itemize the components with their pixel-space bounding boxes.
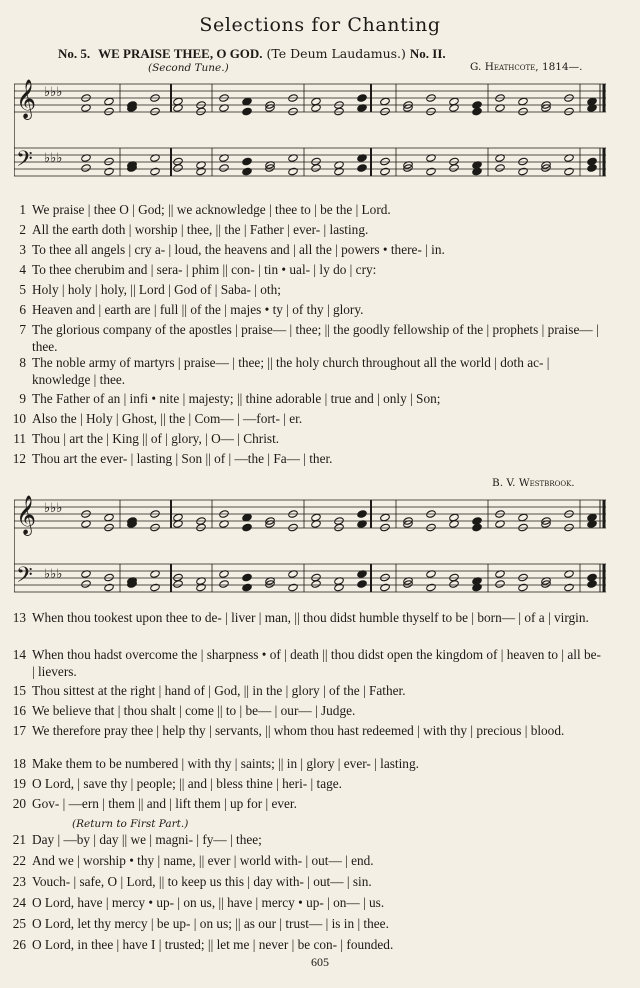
verse-number: 26: [12, 937, 26, 952]
note-head: [472, 107, 483, 116]
note-head: [196, 583, 207, 592]
verse-number: 18: [12, 756, 26, 771]
note-head: [518, 107, 529, 116]
note-head: [357, 94, 368, 103]
page-number: 605: [311, 955, 329, 969]
note-head: [242, 167, 253, 176]
svg-text:♭♭♭: ♭♭♭: [44, 501, 63, 516]
verse-number: 11: [13, 431, 26, 446]
verse-text: O Lord, in thee | have I | trusted; || let me | never | be con- | founded.: [32, 937, 394, 952]
verse-text: When thou tookest upon thee to de- | liver | man, || thou didst humble thyself to be | born— | of a | virgin.: [32, 610, 589, 625]
verse-text: When thou hadst overcome the | sharpness • of | death || thou didst open the kingdom of | heaven to | all be- | lievers.: [32, 647, 601, 679]
note-head: [196, 107, 207, 116]
note-head: [380, 97, 391, 106]
verse-number: 14: [12, 647, 26, 662]
page-title: Selections for Chanting: [199, 14, 441, 36]
note-head: [495, 580, 506, 589]
note-head: [242, 523, 253, 532]
svg-text:𝄞: 𝄞: [16, 79, 37, 119]
verse-number: 17: [12, 723, 26, 738]
music-system-1: [14, 76, 606, 196]
note-head: [449, 580, 460, 589]
note-head: [357, 580, 368, 589]
svg-text:𝄢: 𝄢: [16, 563, 33, 593]
note-head: [518, 157, 529, 166]
note-head: [242, 573, 253, 582]
verse-number: 2: [19, 222, 26, 237]
verse-number: 7: [19, 322, 26, 337]
verse-text: Gov- | —ern | them || and | lift them | up for | ever.: [32, 796, 297, 811]
staff-notation-1: [14, 76, 606, 196]
hymn-heading: [58, 46, 606, 62]
verse-text: Thou sittest at the right | hand of | God, || in the | glory | of the | Father.: [32, 683, 406, 698]
note-head: [219, 580, 230, 589]
note-head: [518, 513, 529, 522]
note-head: [587, 580, 598, 589]
note-head: [564, 583, 575, 592]
note-head: [380, 523, 391, 532]
note-head: [426, 167, 437, 176]
verse-text: Also the | Holy | Ghost, || the | Com— | —fort- | er.: [32, 411, 303, 426]
verse-number: 1: [19, 202, 26, 217]
verse-number: 15: [12, 683, 26, 698]
hymn-title: WE PRAISE THEE, O GOD.: [98, 46, 263, 61]
verse-number: 21: [12, 832, 26, 847]
note-head: [311, 580, 322, 589]
note-head: [426, 523, 437, 532]
note-head: [426, 107, 437, 116]
note-head: [564, 167, 575, 176]
verse-text: To thee cherubim and | sera- | phim || con- | tin • ual- | ly do | cry:: [32, 262, 377, 277]
verse-text: Vouch- | safe, O | Lord, || to keep us this | day with- | out— | sin.: [32, 874, 372, 889]
verse-text: Heaven and | earth are | full || of the | majes • ty | of thy | glory.: [32, 302, 364, 317]
verse-number: 23: [12, 874, 26, 889]
composer-westbrook: B. V. Westbrook.: [492, 477, 575, 489]
verse-text: The glorious company of the apostles | praise— | thee; || the goodly fellowship of the | prophets | praise— | thee.: [32, 322, 599, 354]
tune-note: (Second Tune.): [148, 62, 229, 74]
hymn-part: No. II.: [409, 46, 446, 61]
verse-number: 16: [12, 703, 26, 718]
note-head: [242, 583, 253, 592]
note-head: [288, 523, 299, 532]
note-head: [311, 164, 322, 173]
verse-text: O Lord, have | mercy • up- | on us, || have | mercy • up- | on— | us.: [32, 895, 385, 910]
note-head: [104, 107, 115, 116]
note-head: [173, 164, 184, 173]
note-head: [495, 164, 506, 173]
verse-text: We believe that | thou shalt | come || to | be— | our— | Judge.: [32, 703, 356, 718]
svg-text:♭♭♭: ♭♭♭: [44, 85, 63, 100]
note-head: [380, 107, 391, 116]
note-head: [288, 583, 299, 592]
verse-number: 4: [19, 262, 26, 277]
verse-text: Holy | holy | holy, || Lord | God of | Saba- | oth;: [32, 282, 281, 297]
hymn-number: No. 5.: [58, 46, 91, 61]
note-head: [380, 583, 391, 592]
verse-text: And we | worship • thy | name, || ever | world with- | out— | end.: [32, 853, 374, 868]
note-head: [334, 167, 345, 176]
staff-notation-2: [14, 490, 606, 608]
note-head: [173, 580, 184, 589]
note-head: [81, 580, 92, 589]
verse-number: 12: [12, 451, 26, 466]
note-head: [196, 523, 207, 532]
verse-number: 3: [19, 242, 26, 257]
note-head: [518, 573, 529, 582]
note-head: [104, 583, 115, 592]
note-head: [472, 583, 483, 592]
verse-text: The noble army of martyrs | praise— | thee; || the holy church throughout all the world | doth ac- | knowledge | thee.: [32, 355, 550, 387]
verse-number: 24: [12, 895, 26, 910]
note-head: [150, 167, 161, 176]
note-head: [564, 107, 575, 116]
note-head: [242, 97, 253, 106]
verse-number: 19: [12, 776, 26, 791]
svg-text:♭♭♭: ♭♭♭: [44, 151, 63, 166]
hymn-latin: (Te Deum Laudamus.): [266, 46, 406, 61]
verse-text: Thou | art the | King || of | glory, | O— | Christ.: [32, 431, 280, 446]
note-head: [380, 573, 391, 582]
verse-text: We therefore pray thee | help thy | servants, || whom thou hast redeemed | with thy | precious | blood.: [32, 723, 565, 738]
verse-number: 22: [12, 853, 26, 868]
note-head: [449, 164, 460, 173]
note-head: [81, 164, 92, 173]
verse-number: 20: [12, 796, 26, 811]
svg-text:♭♭♭: ♭♭♭: [44, 567, 63, 582]
svg-text:𝄞: 𝄞: [16, 495, 37, 535]
note-head: [472, 523, 483, 532]
note-head: [334, 523, 345, 532]
note-head: [150, 583, 161, 592]
note-head: [104, 523, 115, 532]
note-head: [334, 107, 345, 116]
verse-text: We praise | thee O | God; || we acknowledge | thee to | be the | Lord.: [32, 202, 391, 217]
note-head: [357, 510, 368, 519]
note-head: [288, 107, 299, 116]
note-head: [426, 583, 437, 592]
verse-text: To thee all angels | cry a- | loud, the heavens and | all the | powers • there- | in.: [32, 242, 445, 257]
note-head: [380, 167, 391, 176]
note-head: [196, 167, 207, 176]
note-head: [472, 167, 483, 176]
verse-text: Thou art the ever- | lasting | Son || of | —the | Fa— | ther.: [32, 451, 333, 466]
verse-number: 9: [19, 391, 26, 406]
note-head: [357, 164, 368, 173]
return-note: (Return to First Part.): [72, 818, 189, 830]
verse-text: All the earth doth | worship | thee, || the | Father | ever- | lasting.: [32, 222, 369, 237]
svg-text:𝄢: 𝄢: [16, 147, 33, 177]
verse-number: 10: [12, 411, 26, 426]
verse-text: O Lord, let thy mercy | be up- | on us; || as our | trust— | is in | thee.: [32, 916, 389, 931]
verse-text: Day | —by | day || we | magni- | fy— | thee;: [32, 832, 262, 847]
note-head: [104, 573, 115, 582]
note-head: [242, 513, 253, 522]
note-head: [104, 157, 115, 166]
note-head: [518, 523, 529, 532]
verse-text: O Lord, | save thy | people; || and | bless thine | heri- | tage.: [32, 776, 342, 791]
note-head: [288, 167, 299, 176]
note-head: [150, 523, 161, 532]
note-head: [380, 513, 391, 522]
music-system-2: [14, 490, 606, 608]
verse-text: Make them to be numbered | with thy | saints; || in | glory | ever- | lasting.: [32, 756, 419, 771]
note-head: [104, 513, 115, 522]
note-head: [104, 167, 115, 176]
note-head: [518, 97, 529, 106]
note-head: [104, 97, 115, 106]
verse-text: The Father of an | infi • nite | majesty; || thine adorable | true and | only | Son;: [32, 391, 441, 406]
note-head: [150, 107, 161, 116]
note-head: [219, 164, 230, 173]
verse-number: 5: [19, 282, 26, 297]
note-head: [242, 107, 253, 116]
note-head: [587, 164, 598, 173]
composer-heathcote: G. Heathcote, 1814—.: [470, 61, 583, 73]
verse-number: 8: [19, 355, 26, 370]
verse-number: 13: [12, 610, 26, 625]
verse-number: 6: [19, 302, 26, 317]
note-head: [334, 583, 345, 592]
verse-number: 25: [12, 916, 26, 931]
note-head: [242, 157, 253, 166]
note-head: [518, 167, 529, 176]
note-head: [380, 157, 391, 166]
note-head: [564, 523, 575, 532]
note-head: [518, 583, 529, 592]
